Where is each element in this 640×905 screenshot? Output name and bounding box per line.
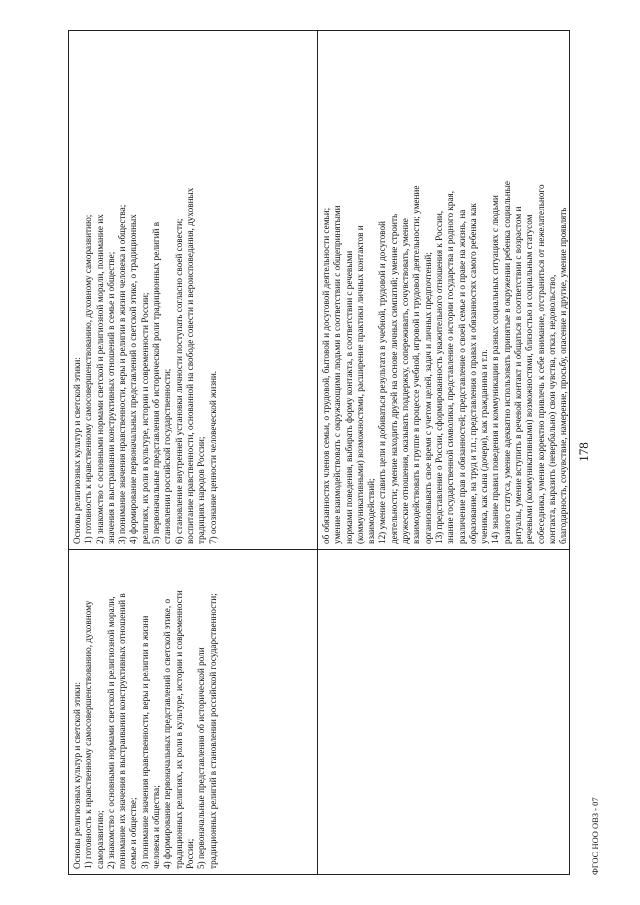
text-line: 1) готовность к нравственному самосовершенствованию, духовному — [83, 600, 94, 869]
text-line: 4) формирование первоначальных представлений о светской этике, о традиционных — [128, 214, 139, 544]
text-line: традиционных религий в становлении российской государственности; — [207, 593, 218, 869]
text-line: воспитание нравственности, основанной на свободе совести и вероисповедания, духовных — [184, 187, 195, 544]
text-line: России; — [184, 838, 195, 869]
text-line: традиционных религиях, их роли в культуре, истории и современности — [173, 590, 184, 869]
text-line: умение взаимодействовать с окружающими людьми в соответствии с общепринятыми — [332, 205, 343, 544]
table-cell-left-empty — [318, 549, 569, 874]
text-line: значения в выстраивании конструктивных отношений в семье и обществе; — [105, 251, 116, 544]
text-line: дружеские отношения, оказывать поддержку, сопереживать, сочувствовать, умение — [400, 218, 411, 544]
text-line: 14) знание правил поведения и коммуникации в разных социальных ситуациях с людьми — [490, 195, 501, 544]
text-line: Основы религиозных культур и светской этики: — [72, 357, 82, 544]
table-row-social-skills — [318, 31, 569, 874]
text-line: традициях народов России; — [196, 436, 207, 544]
text-line: религиях, их роли в культуре, истории и современности России; — [139, 292, 150, 544]
text-line: Основы религиозных культур и светской этики: — [72, 682, 82, 869]
text-line: (коммуникативными) возможностями, расширение практики личных контактов и — [354, 225, 365, 544]
text-line: становлении российской государственности; — [162, 368, 173, 544]
text-line: различение прав и обязанностей; представление о своей семье и о праве на жизнь, на — [456, 209, 467, 544]
table-cell-left-religious-culture — [69, 549, 317, 874]
text-line: разного статуса, умение адекватно использовать принятые в окружении ребенка социальные — [501, 181, 512, 544]
table-row-religious-culture — [69, 31, 317, 874]
page-number: 178 — [576, 442, 591, 462]
text-line: 6) становление внутренней установки личности поступать согласно своей совести; — [173, 218, 184, 544]
text-line: деятельности; умение находить друзей на основе личных симпатий; умение строить — [388, 213, 399, 544]
text-line: 7) осознание ценности человеческой жизни. — [207, 370, 218, 544]
text-line: 5) первоначальные представления об исторической роли традиционных религий в — [151, 221, 162, 544]
text-line: ученика, как сына (дочери), как гражданина и т.п. — [479, 349, 490, 544]
text-line: понимание их значения в выстраивании конструктивных отношений в — [117, 593, 128, 869]
text-line: саморазвитию; — [94, 810, 105, 869]
text-line: об обязанностях членов семьи, о трудовой, бытовой и досуговой деятельности семьи; — [321, 207, 331, 544]
text-line: 5) первоначальные представления об исторической роли — [196, 647, 207, 869]
text-line: собеседника, умение корректно привлечь к себе внимание, отстраниться от нежелательного — [535, 184, 546, 544]
text-line: взаимодействовать в группе в процессе учебной, игровой и трудовой деятельности; умение — [411, 185, 422, 544]
cell-text-block — [69, 31, 222, 549]
text-line: семье и обществе; — [128, 797, 139, 869]
cell-text-block — [318, 31, 569, 549]
text-line: благодарность, сочувствие, намерение, просьбу, опасение и другие, умение проявлять — [558, 207, 569, 544]
table-cell-right-social-skills — [318, 31, 569, 549]
text-line: 13) представление о России, сформированность уважительного отношения к России, — [433, 210, 444, 544]
cell-text-block — [69, 550, 222, 874]
cell-text-block — [318, 550, 324, 874]
text-line: человека и общества; — [151, 785, 162, 869]
text-line: речевыми (коммуникативными) возможностями, близостью и социальным статусом — [524, 214, 535, 544]
text-line: 12) умение ставить цели и добиваться результата в учебной, трудовой и досуговой — [377, 221, 388, 544]
text-line: 2) знакомство с основными нормами светской и религиозной морали, понимание их — [94, 214, 105, 544]
text-line: образование, на труд и т.п.; представления о правах и обязанностях самого ребенка как — [467, 203, 478, 544]
text-line: организовывать свое время с учетом целей, задач и личных предпочтений; — [422, 252, 433, 544]
text-line: знание государственной символики, представление о истории государства и родного края, — [445, 190, 456, 544]
standards-table — [68, 30, 570, 875]
text-line: 3) понимание значения нравственности, веры и религии в жизни — [139, 615, 150, 869]
table-cell-right-religious-culture — [69, 31, 317, 549]
footer-document-code: ФГОС НОО ОВЗ - 07 — [590, 797, 600, 875]
text-line: 4) формирование первоначальных представлений о светской этике, о — [162, 598, 173, 869]
text-line: контакта, выразить (невербально) свои чувства, отказ, недовольство, — [546, 274, 557, 544]
text-line: 3) понимание значения нравственности, веры и религии в жизни человека и общества; — [117, 204, 128, 544]
text-line: нормами поведения, выбирать форму контакта, в соответствии с речевыми — [343, 250, 354, 544]
text-line: взаимодействий; — [366, 478, 377, 544]
text-line: 1) готовность к нравственному самосовершенствованию, духовному саморазвитию; — [83, 214, 94, 544]
text-line: ритуалы, умение вступить в речевой контакт и общаться в соответствии с возрастом и — [513, 206, 524, 544]
text-line: 2) знакомство с основными нормами светской и религиозной морали, — [105, 596, 116, 869]
